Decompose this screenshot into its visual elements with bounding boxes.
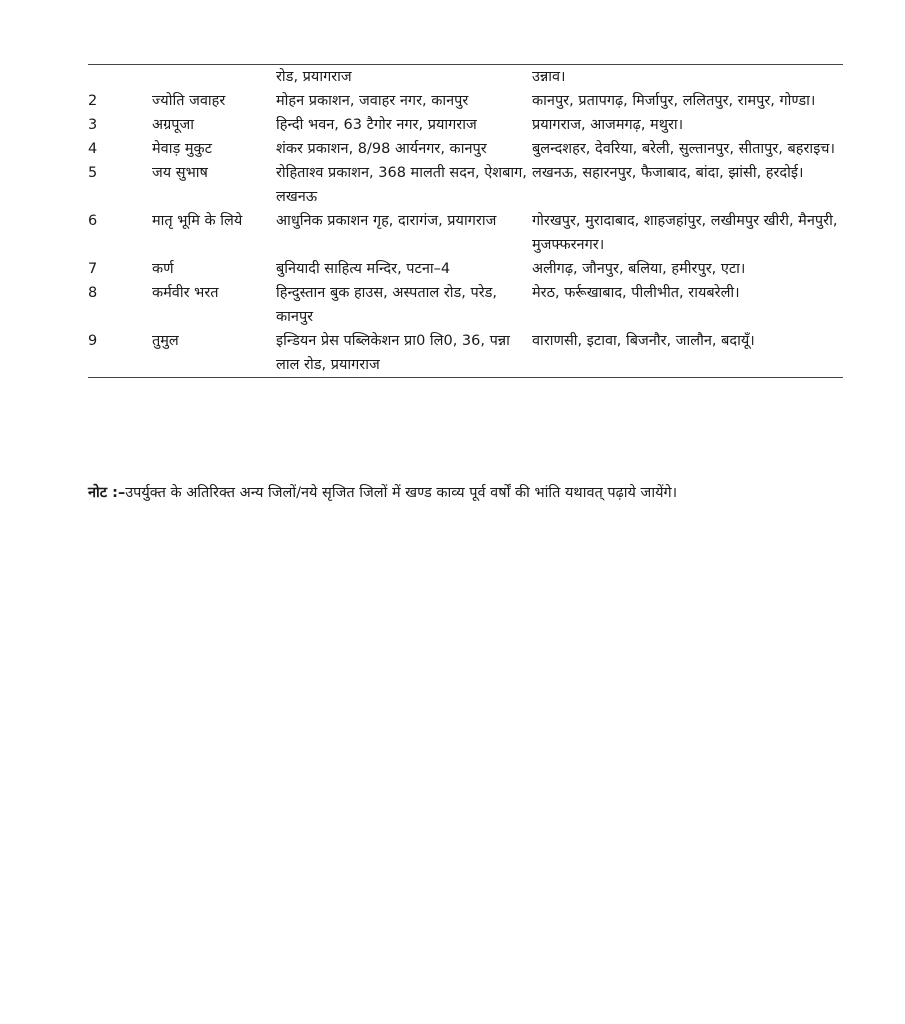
serial-number: [88, 65, 152, 89]
district-list: लखनऊ, सहारनपुर, फैजाबाद, बांदा, झांसी, हरदोई।: [532, 165, 804, 181]
district-list: अलीगढ़, जौनपुर, बलिया, हमीरपुर, एटा।: [532, 261, 746, 277]
serial-number: 8: [88, 285, 98, 301]
serial-number: 7: [88, 261, 98, 277]
book-title: मातृ भूमि के लिये: [152, 213, 243, 229]
publisher-address: मोहन प्रकाशन, जवाहर नगर, कानपुर: [276, 93, 469, 109]
publisher-address: आधुनिक प्रकाशन गृह, दारागंज, प्रयागराज: [276, 213, 497, 229]
book-title: [152, 65, 276, 89]
district-list: मेरठ, फर्रूखाबाद, पीलीभीत, रायबरेली।: [532, 285, 740, 301]
note-label: नोट :–: [88, 485, 126, 501]
table-row: [88, 281, 843, 329]
district-list: गोरखपुर, मुरादाबाद, शाहजहांपुर, लखीमपुर खीरी, मैनपुरी, मुजफ्फरनगर।: [532, 213, 838, 253]
district-list: उन्नाव।: [532, 69, 566, 85]
table-row: [88, 89, 843, 113]
publisher-address: रोड, प्रयागराज: [276, 69, 352, 85]
book-title: मेवाड़ मुकुट: [152, 141, 212, 157]
publisher-address: हिन्दुस्तान बुक हाउस, अस्पताल रोड, परेड, कानपुर: [276, 285, 498, 325]
book-title: कर्ण: [152, 261, 174, 277]
table-row: [88, 329, 843, 377]
syllabus-table: [88, 65, 843, 377]
book-title: ज्योति जवाहर: [152, 93, 226, 109]
serial-number: 5: [88, 165, 98, 181]
publisher-address: इन्डियन प्रेस पब्लिकेशन प्रा0 लि0, 36, पन्ना लाल रोड, प्रयागराज: [276, 333, 510, 373]
serial-number: 9: [88, 333, 98, 349]
district-list: बुलन्दशहर, देवरिया, बरेली, सुल्तानपुर, सीतापुर, बहराइच।: [532, 141, 836, 157]
table-row: [88, 65, 843, 89]
table-row: [88, 137, 843, 161]
serial-number: 4: [88, 141, 98, 157]
table-row: [88, 257, 843, 281]
book-title: जय सुभाष: [152, 165, 208, 181]
publisher-address: बुनियादी साहित्य मन्दिर, पटना–4: [276, 261, 451, 277]
table-row: [88, 113, 843, 137]
publisher-address: रोहिताश्व प्रकाशन, 368 मालती सदन, ऐशबाग, लखनऊ: [276, 165, 527, 205]
table-row: [88, 209, 843, 257]
book-title: अग्रपूजा: [152, 117, 195, 133]
book-title: कर्मवीर भरत: [152, 285, 219, 301]
note-text: उपर्युक्त के अतिरिक्त अन्य जिलों/नये सृजित जिलों में खण्ड काव्य पूर्व वर्षों की भांति यथावत् पढ़ाये जायेंगे।: [125, 485, 678, 501]
book-title: तुमुल: [152, 333, 179, 349]
district-list: प्रयागराज, आजमगढ़, मथुरा।: [532, 117, 684, 133]
serial-number: 3: [88, 117, 98, 133]
district-list: वाराणसी, इटावा, बिजनौर, जालौन, बदायूँ।: [532, 333, 755, 349]
publisher-address: हिन्दी भवन, 63 टैगोर नगर, प्रयागराज: [276, 117, 477, 133]
serial-number: 2: [88, 93, 98, 109]
serial-number: 6: [88, 213, 98, 229]
table-row: [88, 161, 843, 209]
district-list: कानपुर, प्रतापगढ़, मिर्जापुर, ललितपुर, रामपुर, गोण्डा।: [532, 93, 816, 109]
syllabus-table-container: [88, 64, 843, 378]
footnote: [88, 482, 848, 504]
publisher-address: शंकर प्रकाशन, 8/98 आर्यनगर, कानपुर: [276, 141, 487, 157]
